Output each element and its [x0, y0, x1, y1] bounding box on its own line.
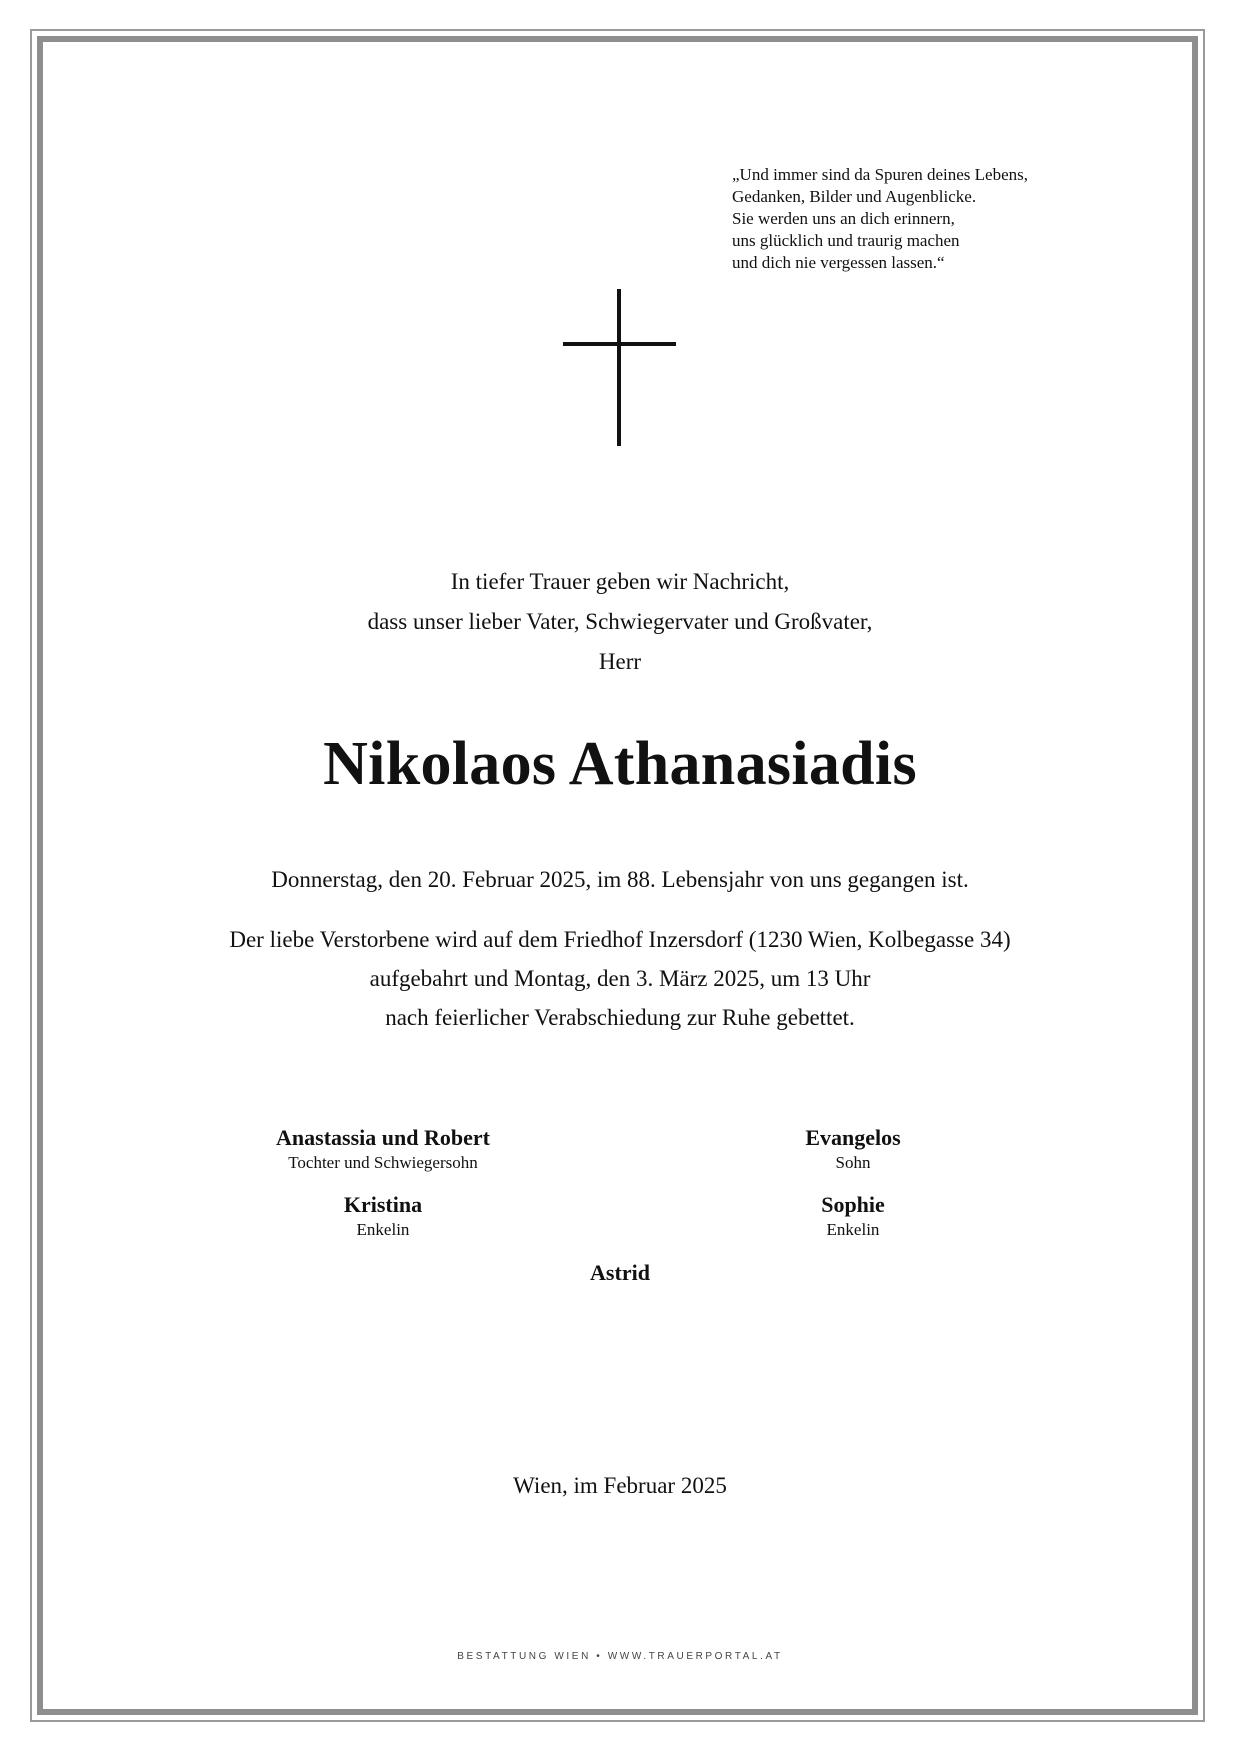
funeral-line: nach feierlicher Verabschiedung zur Ruhe gebettet. — [385, 1005, 855, 1030]
quote-line: uns glücklich und traurig machen — [732, 231, 960, 250]
mourner-name: Evangelos — [805, 1125, 901, 1150]
memorial-quote — [732, 164, 1132, 274]
quote-line: „Und immer sind da Spuren deines Lebens, — [732, 165, 1029, 184]
cross-vertical-bar — [617, 289, 621, 446]
cross-icon — [563, 289, 676, 446]
mourner-entry — [673, 1191, 1033, 1241]
death-notice: Donnerstag, den 20. Februar 2025, im 88. Lebensjahr von uns gegangen ist. — [271, 867, 969, 892]
mourner-name: Anastassia und Robert — [276, 1125, 490, 1150]
mourner-relation: Tochter und Schwiegersohn — [288, 1153, 478, 1172]
mourner-entry — [673, 1124, 1033, 1174]
quote-line: Gedanken, Bilder und Augenblicke. — [732, 187, 977, 206]
publisher-footer: BESTATTUNG WIEN • WWW.TRAUERPORTAL.AT — [457, 1651, 783, 1662]
mourner-relation: Sohn — [835, 1153, 871, 1172]
mourner-name: Kristina — [343, 1192, 423, 1217]
mourner-entry — [203, 1124, 563, 1174]
mourner-entry — [440, 1259, 800, 1287]
deceased-name: Nikolaos Athanasiadis — [323, 730, 917, 798]
intro-line: dass unser lieber Vater, Schwiegervater und Großvater, — [367, 609, 873, 634]
mourner-relation: Enkelin — [826, 1220, 880, 1239]
funeral-details — [0, 920, 1240, 1037]
intro-line: In tiefer Trauer geben wir Nachricht, — [450, 569, 790, 594]
mourner-entry — [203, 1191, 563, 1241]
quote-line: Sie werden uns an dich erinnern, — [732, 209, 955, 228]
quote-line: und dich nie vergessen lassen.“ — [732, 253, 945, 272]
mourner-name: Sophie — [821, 1192, 885, 1217]
funeral-line: aufgebahrt und Montag, den 3. März 2025, um 13 Uhr — [369, 966, 871, 991]
mourner-relation: Enkelin — [356, 1220, 410, 1239]
cross-horizontal-bar — [563, 342, 676, 346]
place-and-date: Wien, im Februar 2025 — [513, 1473, 727, 1498]
intro-text — [0, 562, 1240, 682]
intro-line: Herr — [598, 649, 642, 674]
funeral-line: Der liebe Verstorbene wird auf dem Friedhof Inzersdorf (1230 Wien, Kolbegasse 34) — [229, 927, 1011, 952]
mourner-name: Astrid — [590, 1260, 650, 1285]
